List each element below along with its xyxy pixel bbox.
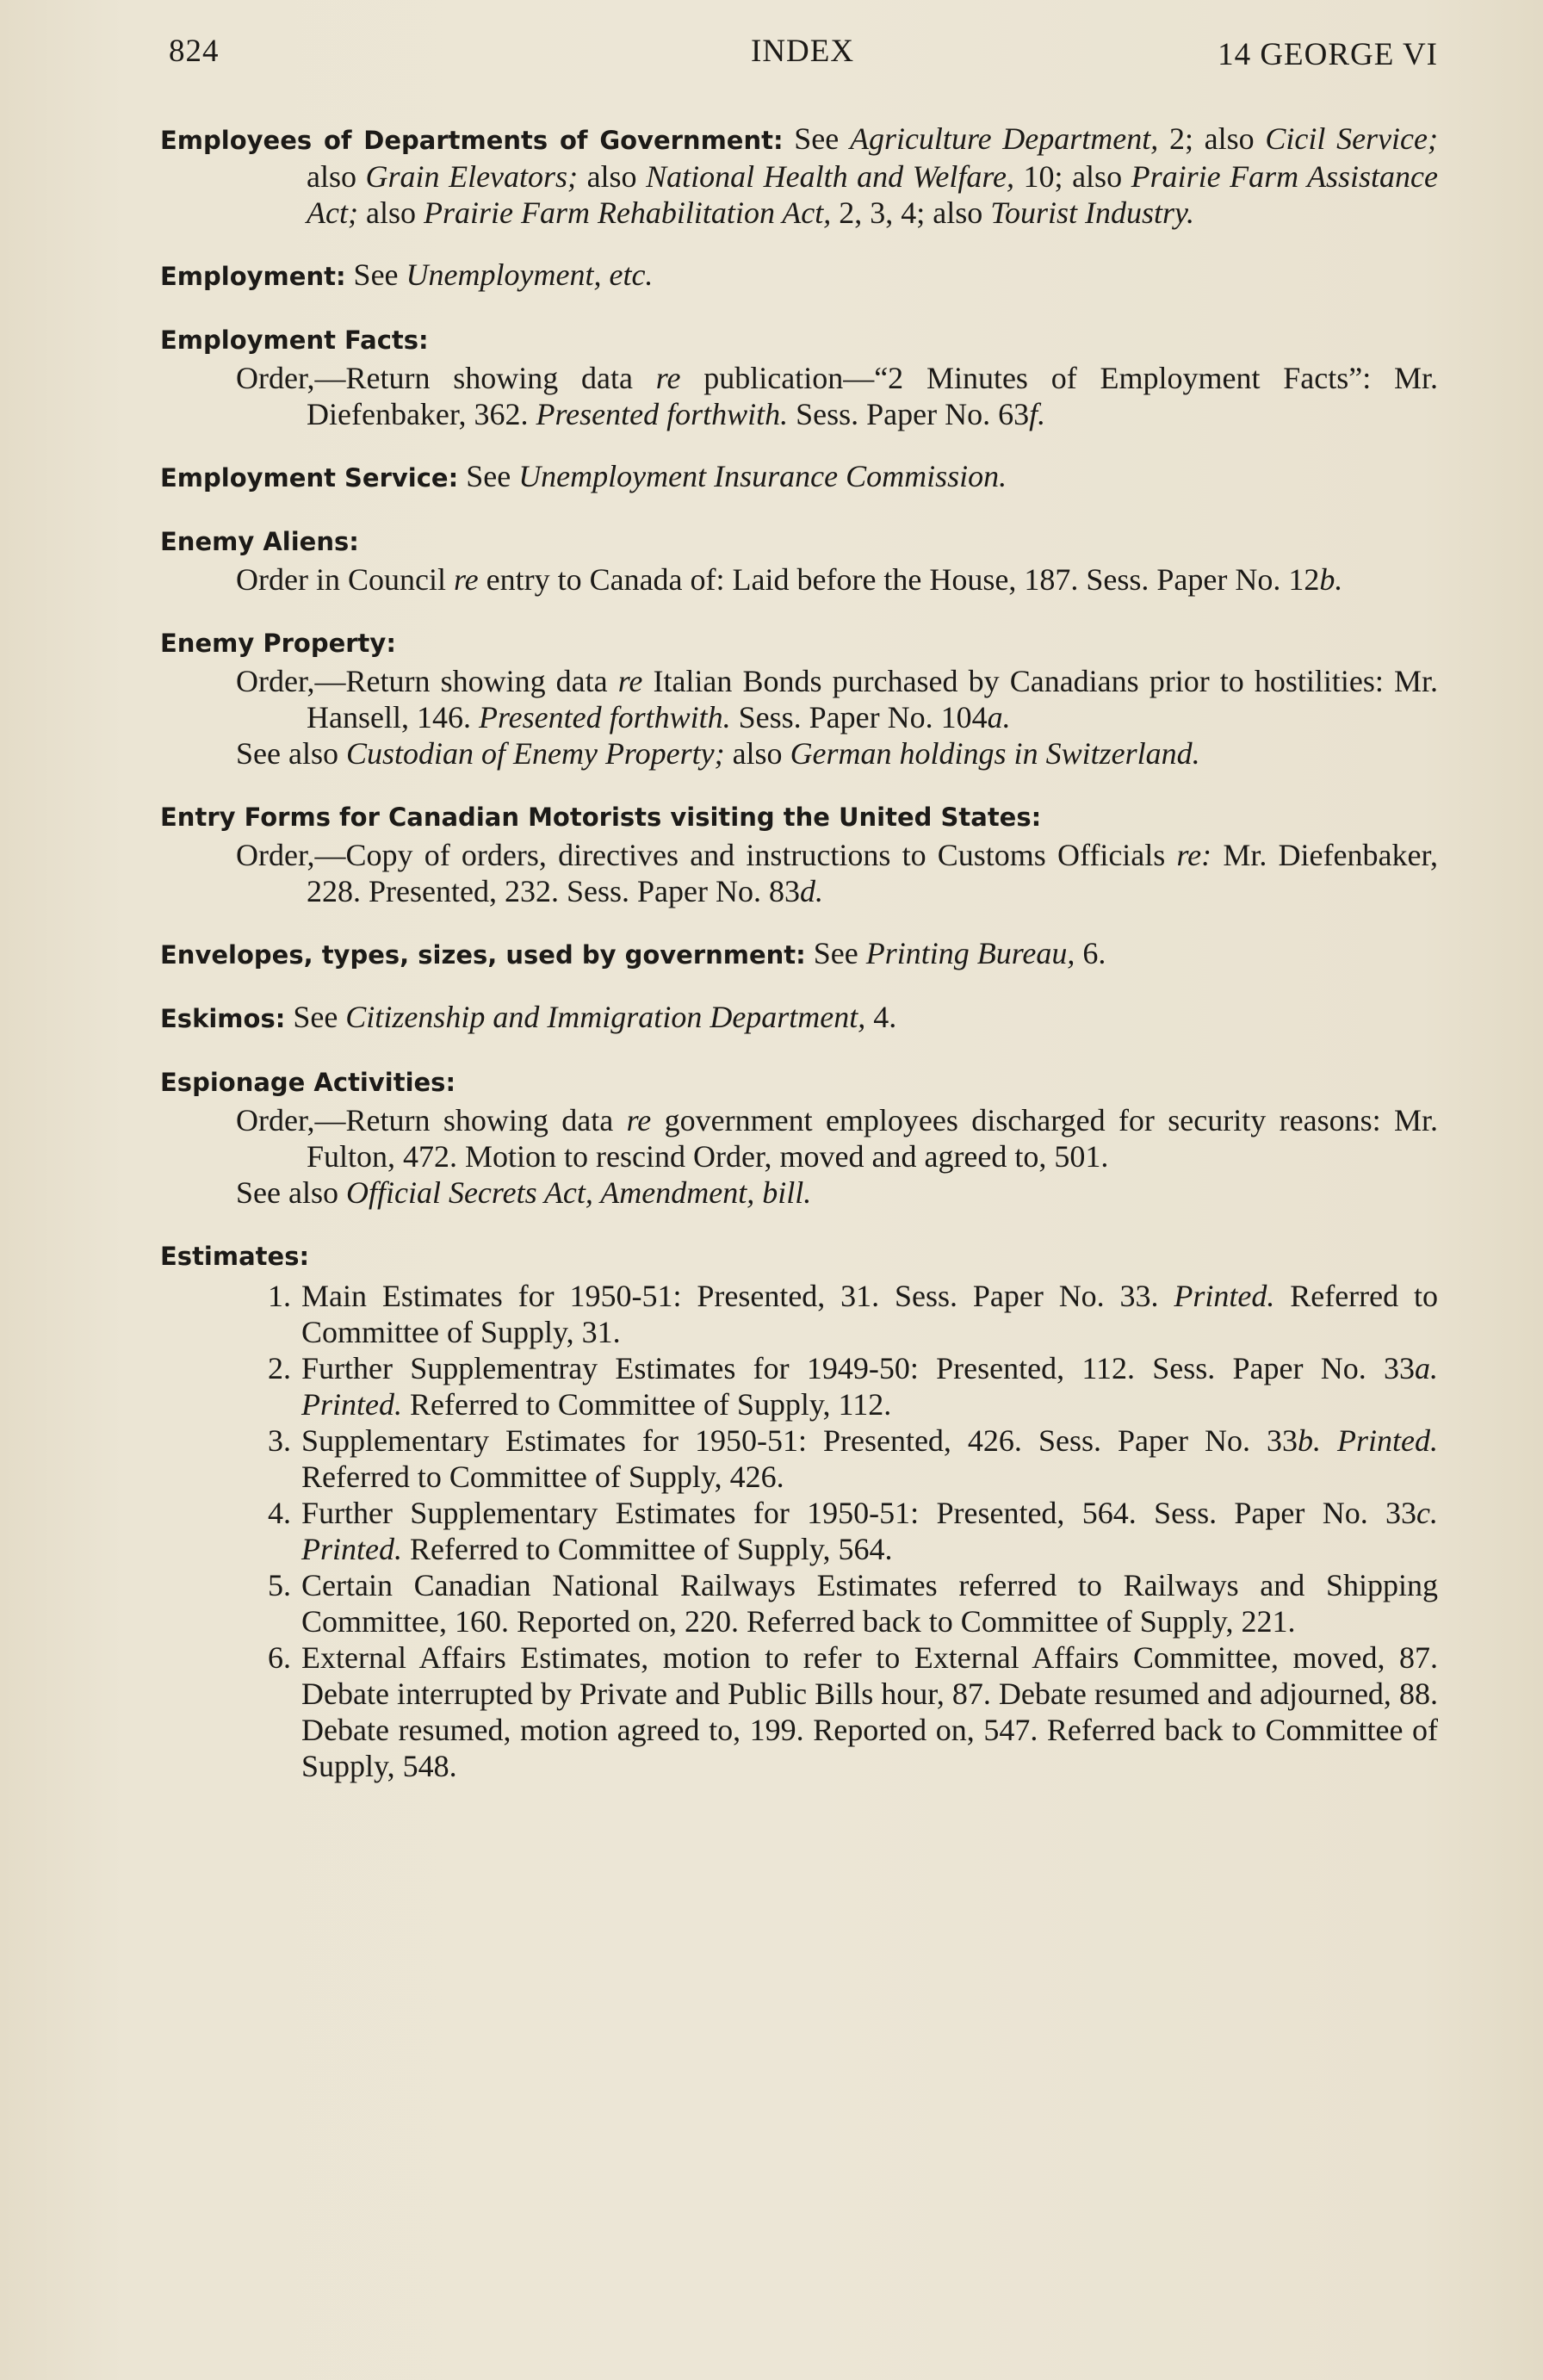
- index-entry: [160, 320, 1438, 432]
- entry-text: See: [805, 936, 866, 970]
- list-item: 2. Further Supplementray Estimates for 1949-50: Presented, 112. Sess. Paper No. 33a. Printed. Referred to Committee of Supply, 112.: [268, 1351, 1438, 1422]
- entry-text: 6.: [1075, 936, 1106, 970]
- index-entry: [160, 623, 1438, 772]
- entry-subitem: Order,—Copy of orders, directives and instructions to Customs Officials re: Mr. Diefenbaker, 228. Presented, 232. Sess. Paper No. 83d.: [236, 838, 1438, 908]
- entry-reference: Grain Elevators;: [365, 159, 579, 194]
- entry-heading: Enemy Aliens:: [160, 527, 359, 556]
- entry-reference: Tourist Industry.: [990, 195, 1195, 230]
- entry-heading: Employment Facts:: [160, 325, 429, 355]
- index-entry: [160, 935, 1438, 973]
- entry-heading: Estimates:: [160, 1242, 310, 1271]
- entry-reference: Prairie Farm Assistance Act;: [307, 159, 1438, 230]
- entry-text: also: [307, 159, 366, 194]
- entry-heading: Espionage Activities:: [160, 1068, 456, 1097]
- entry-subitem: Order in Council re entry to Canada of: Laid before the House, 187. Sess. Paper No. 12b.: [236, 562, 1343, 597]
- entry-heading: Employees of Departments of Government:: [160, 126, 784, 155]
- regnal-year: 14 GEORGE VI: [1218, 37, 1438, 72]
- page-number: 824: [169, 34, 220, 69]
- entry-text: 2, 3, 4; also: [831, 195, 991, 230]
- entry-heading: Employment Service:: [160, 463, 459, 493]
- entry-reference: Unemployment Insurance Commission.: [518, 459, 1007, 493]
- entry-text: also: [578, 159, 647, 194]
- page-title: INDEX: [751, 34, 855, 69]
- index-entry: [160, 522, 1438, 598]
- list-item: 3. Supplementary Estimates for 1950-51: Presented, 426. Sess. Paper No. 33b. Printed. Referred to Committee of Supply, 426.: [268, 1423, 1439, 1494]
- index-entry: [160, 1063, 1438, 1211]
- entry-subitem: Order,—Return showing data re government employees discharged for security reasons: Mr. Fulton, 472. Motion to rescind Order, moved and agreed to, 501.: [236, 1103, 1438, 1174]
- entry-text: See: [345, 257, 406, 292]
- running-header: [169, 33, 1438, 84]
- entry-subitem: Order,—Return showing data re Italian Bonds purchased by Canadians prior to hostilities: Mr. Hansell, 146. Presented forthwith. Sess. Paper No. 104a.: [236, 664, 1438, 734]
- entry-text: 2; also: [1158, 121, 1266, 156]
- index-entry: [160, 458, 1438, 496]
- entry-reference: National Health and Welfare,: [646, 159, 1015, 194]
- entry-text: 10; also: [1014, 159, 1131, 194]
- entry-heading: Enemy Property:: [160, 629, 396, 658]
- entry-reference: Printing Bureau,: [865, 936, 1075, 970]
- estimates-list: [160, 1278, 1438, 1784]
- list-item: 1. Main Estimates for 1950-51: Presented, 31. Sess. Paper No. 33. Printed. Referred to Committee of Supply, 31.: [268, 1279, 1438, 1349]
- index-entry: [160, 121, 1438, 231]
- entry-text: also: [357, 195, 424, 230]
- entry-reference: Prairie Farm Rehabilitation Act,: [423, 195, 832, 230]
- index-entry: [160, 1236, 1438, 1784]
- index-content: [160, 121, 1438, 1810]
- list-item: 6. External Affairs Estimates, motion to refer to External Affairs Committee, moved, 87. Debate interrupted by Private and Public Bills hour, 87. Debate resumed and adjourned, 88. Debate resumed, motion agreed to, 199. Reported on, 547. Referred back to Committee of Supply, 548.: [268, 1640, 1438, 1783]
- entry-heading: Envelopes, types, sizes, used by government:: [160, 940, 806, 970]
- entry-heading: Entry Forms for Canadian Motorists visiting the United States:: [160, 803, 1042, 832]
- index-entry: [160, 257, 1438, 294]
- list-item: 4. Further Supplementary Estimates for 1950-51: Presented, 564. Sess. Paper No. 33c. Printed. Referred to Committee of Supply, 564.: [268, 1496, 1438, 1566]
- entry-reference: Agriculture Department,: [849, 121, 1159, 156]
- entry-heading: Eskimos:: [160, 1004, 286, 1033]
- entry-reference: Unemployment, etc.: [406, 257, 654, 292]
- entry-text: 4.: [865, 1000, 897, 1034]
- entry-text: See: [458, 459, 519, 493]
- entry-see-also: See also Custodian of Enemy Property; also German holdings in Switzerland.: [236, 736, 1200, 771]
- entry-text: See: [285, 1000, 346, 1034]
- entry-reference: Cicil Service;: [1265, 121, 1438, 156]
- list-item: 5. Certain Canadian National Railways Estimates referred to Railways and Shipping Committee, 160. Reported on, 220. Referred back to Committee of Supply, 221.: [268, 1568, 1438, 1639]
- entry-text: See: [783, 121, 850, 156]
- index-entry: [160, 999, 1438, 1037]
- index-entry: [160, 797, 1438, 909]
- entry-heading: Employment:: [160, 262, 346, 291]
- entry-see-also: See also Official Secrets Act, Amendment, bill.: [236, 1175, 812, 1210]
- entry-reference: Citizenship and Immigration Department,: [345, 1000, 866, 1034]
- entry-subitem: Order,—Return showing data re publication—“2 Minutes of Employment Facts”: Mr. Diefenbaker, 362. Presented forthwith. Sess. Paper No. 63f.: [236, 361, 1438, 431]
